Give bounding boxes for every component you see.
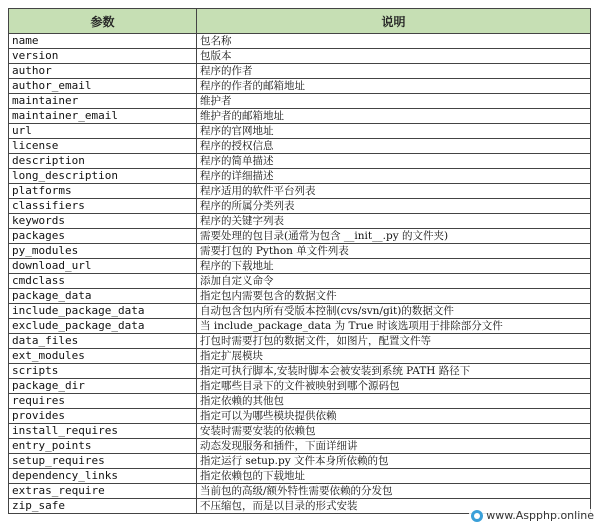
desc-cell: 程序的所属分类列表 xyxy=(197,199,591,214)
param-cell: license xyxy=(9,139,197,154)
param-cell: dependency_links xyxy=(9,469,197,484)
desc-cell: 指定扩展模块 xyxy=(197,349,591,364)
watermark-text: www.Aspphp.online xyxy=(486,509,594,522)
param-cell: package_data xyxy=(9,289,197,304)
param-cell: setup_requires xyxy=(9,454,197,469)
param-cell: zip_safe xyxy=(9,499,197,514)
table-row xyxy=(9,424,591,439)
desc-cell: 程序的关键字列表 xyxy=(197,214,591,229)
table-row xyxy=(9,394,591,409)
desc-cell: 指定包内需要包含的数据文件 xyxy=(197,289,591,304)
desc-cell: 程序的官网地址 xyxy=(197,124,591,139)
param-cell: classifiers xyxy=(9,199,197,214)
parameter-table xyxy=(8,8,591,514)
desc-cell: 需要处理的包目录(通常为包含 __init__.py 的文件夹) xyxy=(197,229,591,244)
table-body xyxy=(9,34,591,514)
param-cell: provides xyxy=(9,409,197,424)
desc-cell: 程序的授权信息 xyxy=(197,139,591,154)
table-row xyxy=(9,289,591,304)
table-row xyxy=(9,79,591,94)
table-row xyxy=(9,304,591,319)
param-cell: include_package_data xyxy=(9,304,197,319)
param-cell: author_email xyxy=(9,79,197,94)
param-cell: py_modules xyxy=(9,244,197,259)
header-desc: 说明 xyxy=(197,9,591,34)
desc-cell: 安装时需要安装的依赖包 xyxy=(197,424,591,439)
table-row xyxy=(9,364,591,379)
param-cell: cmdclass xyxy=(9,274,197,289)
table-row xyxy=(9,229,591,244)
param-cell: long_description xyxy=(9,169,197,184)
site-watermark xyxy=(469,509,596,522)
desc-cell: 指定可以为哪些模块提供依赖 xyxy=(197,409,591,424)
param-cell: maintainer_email xyxy=(9,109,197,124)
table-row xyxy=(9,199,591,214)
table-row xyxy=(9,454,591,469)
desc-cell: 程序的简单描述 xyxy=(197,154,591,169)
table-row xyxy=(9,109,591,124)
desc-cell: 包版本 xyxy=(197,49,591,64)
desc-cell: 程序的详细描述 xyxy=(197,169,591,184)
table-row xyxy=(9,319,591,334)
table-row xyxy=(9,244,591,259)
param-cell: exclude_package_data xyxy=(9,319,197,334)
table-row xyxy=(9,409,591,424)
table-row xyxy=(9,349,591,364)
desc-cell: 程序的作者 xyxy=(197,64,591,79)
param-cell: author xyxy=(9,64,197,79)
watermark-logo-icon xyxy=(471,510,483,522)
desc-cell: 需要打包的 Python 单文件列表 xyxy=(197,244,591,259)
param-cell: extras_require xyxy=(9,484,197,499)
param-cell: requires xyxy=(9,394,197,409)
desc-cell: 指定依赖的其他包 xyxy=(197,394,591,409)
param-cell: url xyxy=(9,124,197,139)
param-cell: download_url xyxy=(9,259,197,274)
desc-cell: 当 include_package_data 为 True 时该选项用于排除部分文件 xyxy=(197,319,591,334)
desc-cell: 动态发现服务和插件，下面详细讲 xyxy=(197,439,591,454)
param-cell: entry_points xyxy=(9,439,197,454)
table-row xyxy=(9,469,591,484)
table-row xyxy=(9,214,591,229)
desc-cell: 指定可执行脚本,安装时脚本会被安装到系统 PATH 路径下 xyxy=(197,364,591,379)
param-cell: version xyxy=(9,49,197,64)
desc-cell: 指定哪些目录下的文件被映射到哪个源码包 xyxy=(197,379,591,394)
desc-cell: 打包时需要打包的数据文件，如图片，配置文件等 xyxy=(197,334,591,349)
table-row xyxy=(9,184,591,199)
table-row xyxy=(9,124,591,139)
param-cell: packages xyxy=(9,229,197,244)
desc-cell: 不压缩包，而是以目录的形式安装 xyxy=(197,499,591,514)
param-cell: maintainer xyxy=(9,94,197,109)
table-header-row xyxy=(9,9,591,34)
table-row xyxy=(9,139,591,154)
param-cell: data_files xyxy=(9,334,197,349)
param-cell: description xyxy=(9,154,197,169)
desc-cell: 程序的作者的邮箱地址 xyxy=(197,79,591,94)
param-cell: ext_modules xyxy=(9,349,197,364)
desc-cell: 指定依赖包的下载地址 xyxy=(197,469,591,484)
desc-cell: 自动包含包内所有受版本控制(cvs/svn/git)的数据文件 xyxy=(197,304,591,319)
desc-cell: 添加自定义命令 xyxy=(197,274,591,289)
param-cell: platforms xyxy=(9,184,197,199)
table-row xyxy=(9,34,591,49)
desc-cell: 程序的下载地址 xyxy=(197,259,591,274)
desc-cell: 程序适用的软件平台列表 xyxy=(197,184,591,199)
table-row xyxy=(9,334,591,349)
table-row xyxy=(9,94,591,109)
table-row xyxy=(9,49,591,64)
desc-cell: 指定运行 setup.py 文件本身所依赖的包 xyxy=(197,454,591,469)
table-row xyxy=(9,484,591,499)
header-param: 参数 xyxy=(9,9,197,34)
param-cell: name xyxy=(9,34,197,49)
param-cell: keywords xyxy=(9,214,197,229)
desc-cell: 维护者 xyxy=(197,94,591,109)
table-row xyxy=(9,154,591,169)
parameter-table-container xyxy=(8,8,590,514)
table-row xyxy=(9,169,591,184)
table-row xyxy=(9,259,591,274)
table-row xyxy=(9,274,591,289)
param-cell: scripts xyxy=(9,364,197,379)
param-cell: package_dir xyxy=(9,379,197,394)
table-row xyxy=(9,64,591,79)
desc-cell: 维护者的邮箱地址 xyxy=(197,109,591,124)
table-row xyxy=(9,439,591,454)
desc-cell: 包名称 xyxy=(197,34,591,49)
desc-cell: 当前包的高级/额外特性需要依赖的分发包 xyxy=(197,484,591,499)
table-row xyxy=(9,379,591,394)
param-cell: install_requires xyxy=(9,424,197,439)
